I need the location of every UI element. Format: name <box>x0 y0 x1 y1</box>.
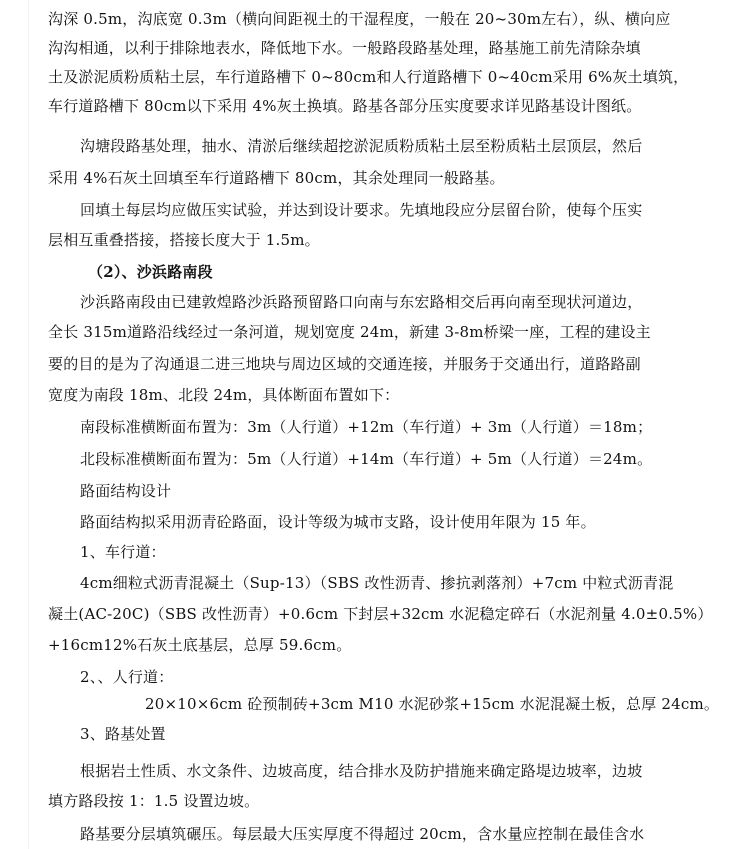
paragraph-line: 填方路段按 1：1.5 设置边坡。 <box>48 792 260 810</box>
paragraph-line: 凝土(AC-20C)（SBS 改性沥青）+0.6cm 下封层+32cm 水泥稳定碎石（水泥剂量 4.0±0.5%） <box>48 605 713 623</box>
list-item-title: 1、车行道： <box>80 543 166 561</box>
paragraph-line: 20×10×6cm 砼预制砖+3cm M10 水泥砂浆+15cm 水泥混凝土板，总厚 24cm。 <box>145 695 720 713</box>
cross-section-line: 南段标准横断面布置为：3m（人行道）+12m（车行道）+ 3m（人行道）＝18m； <box>80 418 653 436</box>
paragraph-line: 沟沟相通，以利于排除地表水，降低地下水。一般路段路基处理，路基施工前先清除杂填 <box>48 39 641 57</box>
paragraph-line: +16cm12%石灰土底基层，总厚 59.6cm。 <box>48 636 352 654</box>
page-edge <box>28 0 29 849</box>
paragraph-line: 宽度为南段 18m、北段 24m，具体断面布置如下： <box>48 386 400 404</box>
section-heading: （2）、沙浜路南段 <box>88 263 213 281</box>
paragraph-line: 回填土每层均应做压实试验，并达到设计要求。先填地段应分层留台阶，使每个压实 <box>80 201 643 219</box>
paragraph-line: 采用 4%石灰土回填至车行道路槽下 80cm，其余处理同一般路基。 <box>48 169 505 187</box>
paragraph-line: 沙浜路南段由已建敦煌路沙浜路预留路口向南与东宏路相交后再向南至现状河道边， <box>80 293 643 311</box>
paragraph-line: 要的目的是为了沟通退二进三地块与周边区域的交通连接，并服务于交通出行，道路路副 <box>48 355 641 373</box>
list-item-title: 3、路基处置 <box>80 725 166 743</box>
paragraph-line: 全长 315m道路沿线经过一条河道，规划宽度 24m，新建 3-8m桥梁一座，工程的建设主 <box>48 323 651 341</box>
list-item-title: 2、、人行道： <box>80 668 174 686</box>
paragraph-line: 4cm细粒式沥青混凝土（Sup-13）（SBS 改性沥青、掺抗剥落剂）+7cm 中粒式沥青混 <box>80 574 674 592</box>
paragraph-line: 车行道路槽下 80cm以下采用 4%灰土换填。路基各部分压实度要求详见路基设计图纸。 <box>48 97 642 115</box>
paragraph-line: 沟塘段路基处理，抽水、清淤后继续超挖淤泥质粉质粘土层至粉质粘土层顶层，然后 <box>80 137 643 155</box>
subsection-title: 路面结构设计 <box>80 482 172 500</box>
cross-section-line: 北段标准横断面布置为：5m（人行道）+14m（车行道）+ 5m（人行道）＝24m。 <box>80 450 653 468</box>
paragraph-line: 根据岩土性质、水文条件、边坡高度，结合排水及防护措施来确定路堤边坡率，边坡 <box>80 762 643 780</box>
paragraph-line: 层相互重叠搭接，搭接长度大于 1.5m。 <box>48 231 320 249</box>
paragraph-line: 土及淤泥质粉质粘土层，车行道路槽下 0~80cm和人行道路槽下 0~40cm采用 6%灰土填筑， <box>48 68 689 86</box>
paragraph-line: 沟深 0.5m，沟底宽 0.3m（横向间距视土的干湿程度，一般在 20~30m左右），纵、横向应 <box>48 10 671 28</box>
paragraph-line: 路面结构拟采用沥青砼路面，设计等级为城市支路，设计使用年限为 15 年。 <box>80 513 596 531</box>
paragraph-line: 路基要分层填筑碾压。每层最大压实厚度不得超过 20cm，含水量应控制在最佳含水 <box>80 825 645 843</box>
